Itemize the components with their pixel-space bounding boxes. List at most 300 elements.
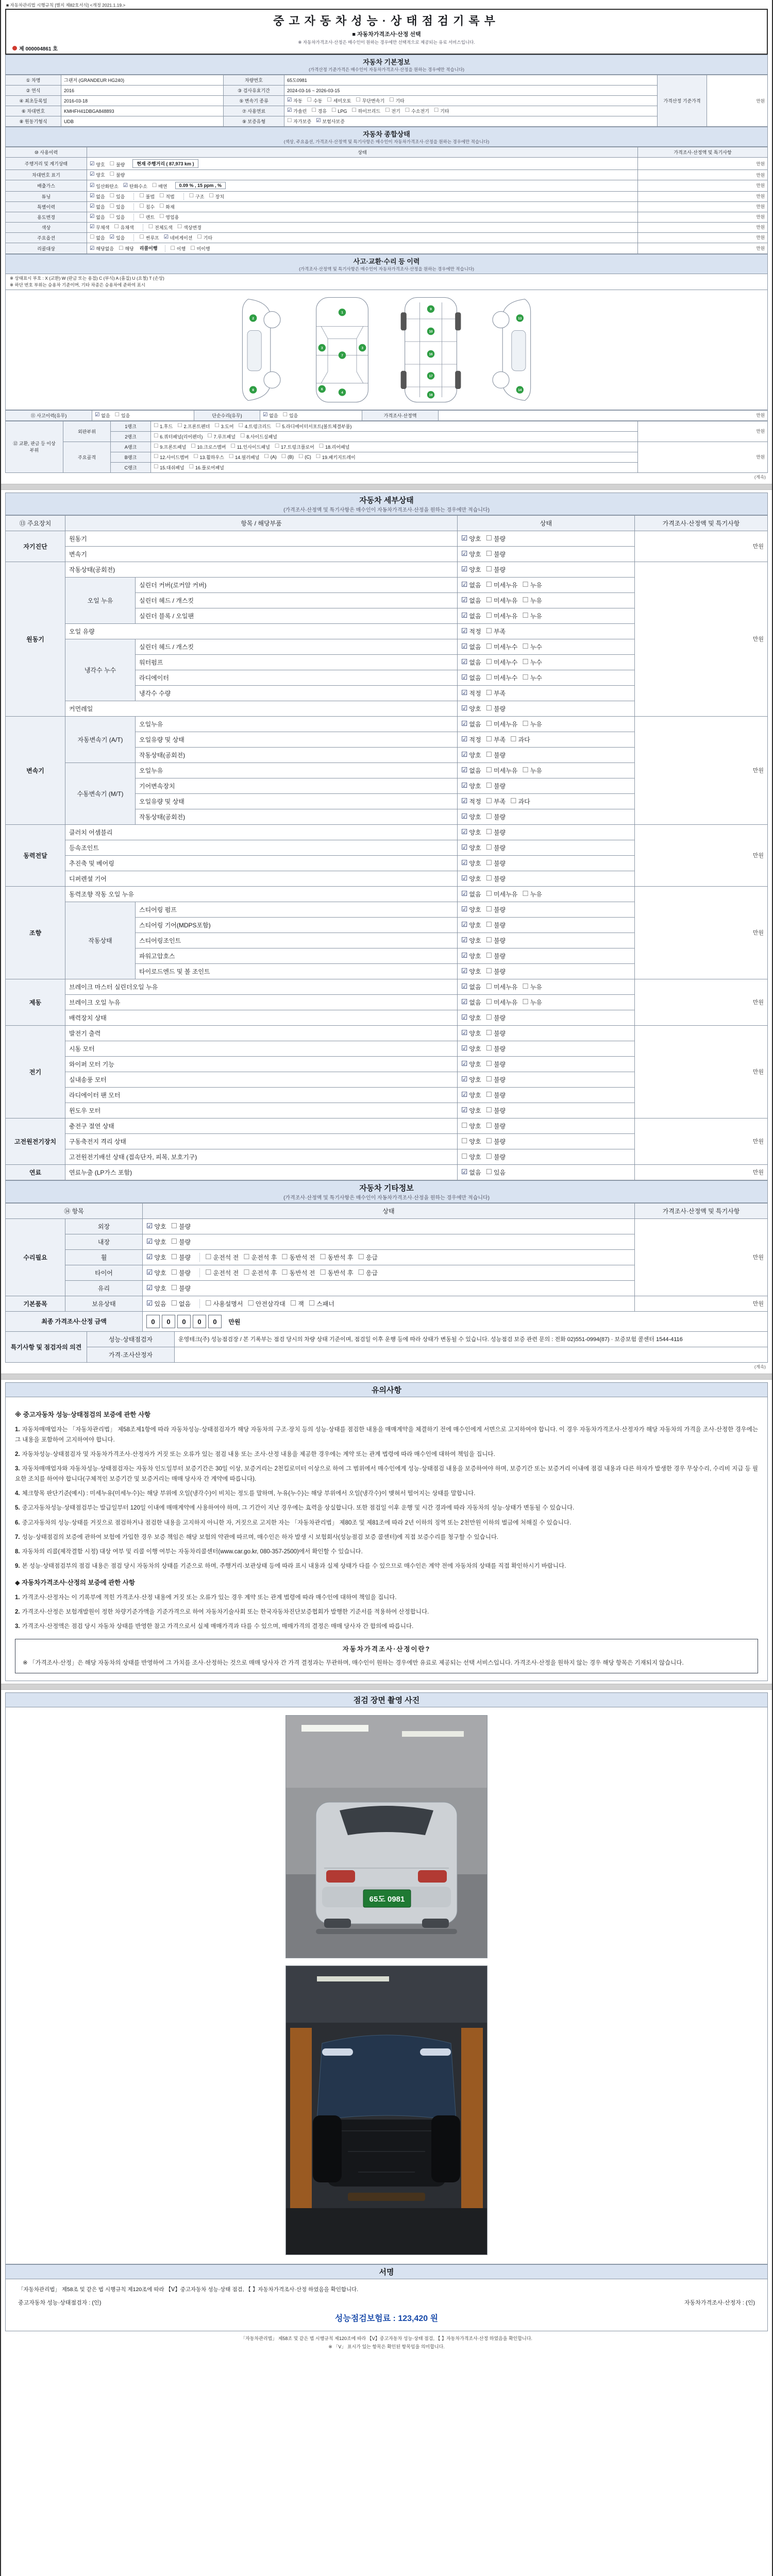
overall-row: 용도변경 ☑ 없음 ☐ 있음 ☐ 렌트 ☐ 영업용 만원 bbox=[6, 212, 768, 222]
exchange-part-row: ⑫ 교환, 판금 등 이상 부위 외판부위 1랭크 ☐ 1.후드 ☐ 2.프론트펜더 ☐ 3.도어 ☐ 4.트렁크리드 ☐ 5.라디에이터서포트(볼트체결부품) 만원 bbox=[6, 421, 768, 431]
checkbox-option[interactable]: ☐ 2.프론트펜더 bbox=[177, 423, 210, 429]
section-title: 자동차 기본정보 bbox=[363, 58, 410, 66]
checkbox-option[interactable]: ☐ 불량 bbox=[171, 1238, 191, 1246]
checkbox-option[interactable]: ☐ 영업용 bbox=[159, 214, 179, 220]
checkbox-option[interactable]: ☐ 미세누유 bbox=[485, 890, 518, 898]
checkbox-option[interactable]: ☑ 없음 bbox=[461, 658, 481, 666]
etc-row: 타이어 ☑ 양호 ☐ 불량 ☐ 운전석 전 ☐ 운전석 후 ☐ 동반석 전 ☐ 동반석 후 ☐ 응급 bbox=[6, 1265, 768, 1280]
opinion-row: 특기사항 및 점검자의 의견 성능·상태점검자 운영테크(주) 성능점검장 / 본 기록부는 점검 당시의 차량 상태 기준이며, 점검일 이후 운행 등에 따라 상태가 변동될 수 있습니다. 성능점검 보증 관련 문의 : 전화 02)551-0994(87) · 보증보험 콜센터 1544-4116 bbox=[6, 1331, 768, 1347]
checkbox-option[interactable]: ☐ 누유 bbox=[522, 982, 542, 991]
overall-condition-table bbox=[5, 147, 768, 254]
checkbox-option[interactable]: ☐ 동반석 전 bbox=[281, 1268, 315, 1277]
svg-text:8: 8 bbox=[252, 388, 254, 392]
checkbox-option[interactable]: ☑ 적정 bbox=[461, 735, 481, 743]
checkbox-option[interactable]: ☐ 수동 bbox=[307, 97, 323, 104]
checkbox-option[interactable]: ☐ 11.인사이드패널 bbox=[230, 444, 270, 450]
checkbox-option[interactable]: ☐ 기타 bbox=[197, 234, 213, 241]
checkbox-option[interactable]: ☐ 불량 bbox=[485, 812, 506, 821]
checkbox-option[interactable]: ☐ (B) bbox=[281, 454, 294, 460]
section-title: 자동차 세부상태 bbox=[359, 496, 414, 505]
checkbox-option[interactable]: ☑ 양호 bbox=[461, 704, 481, 713]
checkbox-option[interactable]: ☐ 응급 bbox=[358, 1253, 378, 1261]
checkbox-option[interactable]: ☐ 미세누수 bbox=[485, 658, 518, 666]
checkbox-option[interactable]: ☐ 없음 bbox=[171, 1299, 191, 1308]
state-extra-value: 0.09 % , 15 ppm , % bbox=[175, 182, 226, 189]
checkbox-option[interactable]: ☐ (A) bbox=[264, 454, 277, 460]
checkbox-option[interactable]: ☑ 자동 bbox=[287, 97, 303, 104]
checkbox-option[interactable]: ☐ 불량 bbox=[485, 921, 506, 929]
checkbox-option[interactable]: ☑ 없음 bbox=[461, 1168, 481, 1176]
checkbox-option[interactable]: ☑ 양호 bbox=[461, 1029, 481, 1037]
checkbox-option[interactable]: ☑ 양호 bbox=[90, 161, 105, 167]
detail-row: 연료 연료누출 (LP가스 포함) ☑ 없음 ☐ 있음 만원 bbox=[6, 1164, 768, 1180]
checkbox-option[interactable]: ☑ 양호 bbox=[461, 550, 481, 558]
checkbox-option[interactable]: ☐ 잭 bbox=[290, 1299, 304, 1308]
detail-row: 오일유량 및 상태 ☑ 적정 ☐ 부족 ☐ 과다 bbox=[6, 732, 768, 747]
checkbox-option[interactable]: ☐ 미이행 bbox=[190, 245, 210, 252]
col-header-price: 가격조사·산정액 및 특기사항 bbox=[635, 1203, 768, 1218]
checkbox-option[interactable]: ☑ 있음 bbox=[146, 1299, 166, 1308]
checkbox-option[interactable]: ☐ 불량 bbox=[171, 1284, 191, 1292]
checkbox-option[interactable]: ☑ 양호 bbox=[146, 1222, 166, 1230]
checkbox-option[interactable]: ☐ (C) bbox=[298, 454, 311, 460]
checkbox-option[interactable]: ☑ 양호 bbox=[461, 859, 481, 867]
detail-row: 자기진단 원동기 ☑ 양호 ☐ 불량 만원 bbox=[6, 531, 768, 546]
checkbox-option[interactable]: ☑ 적정 bbox=[461, 627, 481, 635]
checkbox-option[interactable]: ☑ 적정 bbox=[461, 689, 481, 697]
etc-row: 휠 ☑ 양호 ☐ 불량 ☐ 운전석 전 ☐ 운전석 후 ☐ 동반석 전 ☐ 동반석 후 ☐ 응급 bbox=[6, 1249, 768, 1265]
detail-row: 실내송풍 모터 ☑ 양호 ☐ 불량 bbox=[6, 1072, 768, 1087]
checkbox-option[interactable]: ☐ 미세누유 bbox=[485, 998, 518, 1006]
checkbox-option[interactable]: ☐ 불량 bbox=[485, 565, 506, 573]
checkbox-option[interactable]: ☐ 누수 bbox=[522, 658, 542, 666]
checkbox-option[interactable]: ☑ 양호 bbox=[461, 936, 481, 944]
checkbox-option[interactable]: ☐ 경유 bbox=[311, 108, 327, 114]
col-header-price: 가격조사·산정액 및 특기사항 bbox=[635, 515, 768, 531]
overall-row: 배출가스 ☑ 일산화탄소 ☑ 탄화수소 ☐ 매연 0.09 % , 15 ppm , % 만원 bbox=[6, 180, 768, 192]
detail-row: 작동상태 스티어링 펌프 ☑ 양호 ☐ 불량 bbox=[6, 902, 768, 917]
price-digit: 0 bbox=[177, 1315, 191, 1328]
checkbox-option[interactable]: ☐ 누유 bbox=[522, 720, 542, 728]
info-box-text: ※ 「가격조사·산정」은 해당 자동차의 상태를 반영하여 그 가치를 조사·산정하는 것으로 매매 당사자 간 가격 결정과는 무관하며, 매수인이 원하는 경우에만 유료로 제공되는 선택 서비스입니다. 가격조사·산정을 원하지 않는 경우 해당 항목은 기재되지 않습니다. bbox=[23, 1660, 684, 1667]
checkbox-option[interactable]: ☐ 8.사이드실패널 bbox=[240, 433, 277, 439]
checkbox-option[interactable]: ☐ 12.사이드멤버 bbox=[154, 454, 189, 460]
checkbox-option[interactable]: ☐ 누수 bbox=[522, 673, 542, 682]
checkbox-option[interactable]: ☑ 보험사보증 bbox=[316, 118, 345, 124]
checkbox-option[interactable]: ☐ 7.루프패널 bbox=[207, 433, 236, 439]
section-inspection-photos bbox=[5, 1692, 768, 2264]
checkbox-option[interactable]: ☐ 이행 bbox=[170, 245, 186, 252]
section-note: (색상, 주요옵션, 가격조사·산정액 및 특기사항은 매수인이 자동차가격조사·산정을 원하는 경우에만 적습니다) bbox=[283, 139, 490, 144]
checkbox-option[interactable]: ☐ 19.패키지트레이 bbox=[315, 454, 356, 460]
checkbox-option[interactable]: ☐ 불량 bbox=[485, 967, 506, 975]
checkbox-option[interactable]: ☑ 없음 bbox=[461, 642, 481, 651]
checkbox-option[interactable]: ☑ 네비게이션 bbox=[163, 234, 193, 241]
checkbox-option[interactable]: ☐ 불량 bbox=[171, 1253, 191, 1261]
info-box-title: 자동차가격조사·산정이란? bbox=[342, 1646, 431, 1653]
checkbox-option[interactable]: ☐ 기타 bbox=[389, 97, 405, 104]
checkbox-option[interactable]: ☐ 미세누유 bbox=[485, 766, 518, 774]
checkbox-option[interactable]: ☐ 불량 bbox=[485, 905, 506, 913]
checkbox-option[interactable]: ☐ 과다 bbox=[510, 735, 530, 743]
checkbox-option[interactable]: ☑ 양호 bbox=[461, 782, 481, 790]
checkbox-option[interactable]: ☐ 불량 bbox=[485, 874, 506, 883]
checkbox-option[interactable]: ☐ 불량 bbox=[485, 843, 506, 852]
checkbox-option[interactable]: ☐ 운전석 후 bbox=[243, 1253, 277, 1261]
checkbox-option[interactable]: ☐ 미세누유 bbox=[485, 581, 518, 589]
checkbox-option[interactable]: ☐ 운전석 전 bbox=[205, 1268, 239, 1277]
svg-text:1: 1 bbox=[341, 311, 343, 315]
checkbox-option[interactable]: ☐ 기타 bbox=[433, 108, 449, 114]
checkbox-option[interactable]: ☑ 양호 bbox=[461, 1091, 481, 1099]
checkbox-option[interactable]: ☐ 누수 bbox=[522, 642, 542, 651]
section-title: 자동차 기타정보 bbox=[359, 1183, 414, 1193]
checkbox-option[interactable]: ☑ 없음 bbox=[461, 673, 481, 682]
checkbox-option[interactable]: ☐ 불량 bbox=[485, 534, 506, 543]
detail-row: 시동 모터 ☑ 양호 ☐ 불량 bbox=[6, 1041, 768, 1056]
checkbox-option[interactable]: ☐ 14.필러패널 bbox=[228, 454, 260, 460]
checkbox-option[interactable]: ☐ 13.휠하우스 bbox=[193, 454, 224, 460]
etc-row: 유리 ☑ 양호 ☐ 불량 bbox=[6, 1280, 768, 1296]
checkbox-option[interactable]: ☐ 불량 bbox=[109, 161, 125, 167]
document-header bbox=[5, 9, 768, 55]
checkbox-option[interactable]: ☑ 양호 bbox=[146, 1268, 166, 1277]
checkbox-option[interactable]: ☑ 양호 bbox=[461, 921, 481, 929]
checkbox-option[interactable]: ☑ 없음 bbox=[461, 998, 481, 1006]
overall-header-row: ⑩ 사용이력 상태 가격조사·산정액 및 특기사항 bbox=[6, 147, 768, 158]
checkbox-option[interactable]: ☐ 부족 bbox=[485, 735, 506, 743]
final-price-label: 최종 가격조사·산정 금액 bbox=[6, 1311, 143, 1331]
detail-row: 디퍼렌셜 기어 ☑ 양호 ☐ 불량 bbox=[6, 871, 768, 886]
col-header-item: 항목 / 해당부품 bbox=[65, 515, 458, 531]
checkbox-option[interactable]: ☐ 전기 bbox=[385, 108, 400, 114]
checkbox-option[interactable]: ☐ 부족 bbox=[485, 797, 506, 805]
car-diagram-left-side bbox=[235, 294, 284, 405]
checkbox-option[interactable]: ☐ 운전석 전 bbox=[205, 1253, 239, 1261]
checkbox-option[interactable]: ☐ 동반석 후 bbox=[320, 1268, 354, 1277]
red-stamp-icon bbox=[12, 46, 17, 50]
checkbox-option[interactable]: ☐ 불량 bbox=[485, 1091, 506, 1099]
notice-body bbox=[5, 1397, 768, 1682]
header-note: ※ 자동차가격조사·산정은 매수인이 원하는 경우에만 선택적으로 제공되는 유료 서비스입니다. bbox=[298, 40, 475, 45]
checkbox-option[interactable]: ☐ 있음 bbox=[114, 412, 130, 418]
checkbox-option[interactable]: ☐ 1.후드 bbox=[154, 423, 173, 429]
checkbox-option[interactable]: ☐ 적법 bbox=[159, 193, 175, 199]
etc-info-table bbox=[5, 1203, 768, 1312]
checkbox-option[interactable]: ☐ 누유 bbox=[522, 890, 542, 898]
checkbox-option[interactable]: ☐ 5.라디에이터서포트(볼트체결부품) bbox=[275, 423, 352, 429]
checkbox-option[interactable]: ☐ 누유 bbox=[522, 581, 542, 589]
exchange-part-row: B랭크 ☐ 12.사이드멤버 ☐ 13.휠하우스 ☐ 14.필러패널 ☐ (A) ☐ (B) ☐ (C) ☐ 19.패키지트레이 bbox=[6, 452, 768, 462]
page-break-gap bbox=[1, 484, 772, 490]
checkbox-option[interactable]: ☐ 동반석 후 bbox=[320, 1253, 354, 1261]
checkbox-option[interactable]: ☐ 6.쿼터패널(리어펜더) bbox=[154, 433, 203, 439]
detail-row: 스티어링조인트 ☑ 양호 ☐ 불량 bbox=[6, 933, 768, 948]
notice-item-list-2 bbox=[15, 1592, 758, 1632]
detail-row: 수동변속기 (M/T) 오일누유 ☑ 없음 ☐ 미세누유 ☐ 누유 bbox=[6, 762, 768, 778]
detail-row: 냉각수 누수 실린더 헤드 / 개스킷 ☑ 없음 ☐ 미세누수 ☐ 누수 bbox=[6, 639, 768, 654]
section-title: 자동차 종합상태 bbox=[363, 130, 410, 138]
checkbox-option[interactable]: ☐ 미세누유 bbox=[485, 720, 518, 728]
svg-text:17: 17 bbox=[429, 374, 433, 378]
checkbox-option[interactable]: ☑ 양호 bbox=[146, 1238, 166, 1246]
final-price-unit: 만원 bbox=[228, 1318, 241, 1326]
document-number: 제 000004861 호 bbox=[12, 44, 58, 52]
checkbox-option[interactable]: ☐ 불량 bbox=[485, 952, 506, 960]
section-overall-condition bbox=[5, 127, 768, 254]
checkbox-option[interactable]: ☑ 양호 bbox=[461, 1013, 481, 1022]
checkbox-option[interactable]: ☑ 일산화탄소 bbox=[90, 183, 119, 189]
checkbox-option[interactable]: ☑ 있음 bbox=[109, 234, 125, 241]
checkbox-option[interactable]: ☐ 색상변경 bbox=[177, 224, 201, 230]
checkbox-option[interactable]: ☐ 불량 bbox=[485, 936, 506, 944]
checkbox-option[interactable]: ☑ 양호 bbox=[461, 1075, 481, 1083]
checkbox-option[interactable]: ☐ 부족 bbox=[485, 689, 506, 697]
checkbox-option[interactable]: ☑ 탄화수소 bbox=[123, 183, 147, 189]
checkbox-option[interactable]: ☐ 양호 bbox=[461, 1122, 481, 1130]
overall-row: 리콜대상 ☑ 해당없음 ☐ 해당 리콜이행 ☐ 이행 ☐ 미이행 만원 bbox=[6, 243, 768, 254]
checkbox-option[interactable]: ☐ 미세누유 bbox=[485, 596, 518, 604]
signature-line: 중고자동차 성능·상태점검자 : (인) bbox=[18, 2300, 102, 2307]
checkbox-option[interactable]: ☐ 응급 bbox=[358, 1268, 378, 1277]
detail-row: 오일 누유 실린더 커버(로커암 커버) ☑ 없음 ☐ 미세누유 ☐ 누유 bbox=[6, 577, 768, 592]
notice-item: 2. 가격조사·산정은 보험개발원이 정한 차량기준가액을 기준가격으로 하여 자동차기술사회 또는 한국자동차진단보증협회가 발행한 기준서를 적용하여 산정합니다. bbox=[15, 1609, 429, 1616]
checkbox-option[interactable]: ☑ 양호 bbox=[461, 952, 481, 960]
svg-text:16: 16 bbox=[429, 352, 433, 357]
checkbox-option[interactable]: ☐ 불량 bbox=[485, 1044, 506, 1053]
detailed-condition-table bbox=[5, 515, 768, 1180]
checkbox-option[interactable]: ☐ 17.트렁크플로어 bbox=[274, 444, 314, 450]
final-price-digits bbox=[146, 1318, 224, 1326]
checkbox-option[interactable]: ☐ 있음 bbox=[109, 214, 125, 220]
detail-row: 윈도우 모터 ☑ 양호 ☐ 불량 bbox=[6, 1103, 768, 1118]
price-basis-value: 만원 bbox=[707, 75, 768, 127]
checkbox-option[interactable]: ☑ 양호 bbox=[461, 874, 481, 883]
checkbox-option[interactable]: ☐ 있음 bbox=[109, 193, 125, 199]
checkbox-option[interactable]: ☐ 미세누수 bbox=[485, 642, 518, 651]
detail-row: 추진축 및 베어링 ☑ 양호 ☐ 불량 bbox=[6, 855, 768, 871]
signature-box bbox=[5, 2279, 768, 2331]
detail-row: 냉각수 수량 ☑ 적정 ☐ 부족 bbox=[6, 685, 768, 701]
overall-row: 튜닝 ☑ 없음 ☐ 있음 ☐ 불법 ☐ 적법 ☐ 구조 ☐ 장치 만원 bbox=[6, 191, 768, 201]
overall-row: 주요옵션 ☐ 없음 ☑ 있음 ☐ 썬루프 ☑ 네비게이션 ☐ 기타 만원 bbox=[6, 232, 768, 243]
checkbox-option[interactable]: ☐ 불량 bbox=[485, 1153, 506, 1161]
checkbox-option[interactable]: ☐ 미세누유 bbox=[485, 982, 518, 991]
checkbox-option[interactable]: ☐ 누유 bbox=[522, 998, 542, 1006]
checkbox-option[interactable]: ☑ 양호 bbox=[90, 172, 105, 178]
checkbox-option[interactable]: ☐ 양호 bbox=[461, 1137, 481, 1145]
checkbox-option[interactable]: ☐ 자가보증 bbox=[287, 118, 312, 124]
checkbox-option[interactable]: ☐ 누유 bbox=[522, 612, 542, 620]
exchange-parts-table bbox=[5, 421, 768, 473]
checkbox-option[interactable]: ☑ 양호 bbox=[461, 843, 481, 852]
car-diagram-top-view bbox=[311, 294, 373, 405]
detail-row: 파워고압호스 ☑ 양호 ☐ 불량 bbox=[6, 948, 768, 963]
price-digit: 0 bbox=[146, 1315, 160, 1328]
checkbox-option[interactable]: ☐ 썬루프 bbox=[139, 234, 159, 241]
checkbox-option[interactable]: ☐ 하이브리드 bbox=[351, 108, 381, 114]
checkbox-option[interactable]: ☑ 없음 bbox=[461, 766, 481, 774]
section-detailed-condition bbox=[5, 493, 768, 1180]
checkbox-option[interactable]: ☐ 해당 bbox=[119, 245, 134, 252]
checkbox-option[interactable]: ☐ 불량 bbox=[485, 1060, 506, 1068]
checkbox-option[interactable]: ☐ 불량 bbox=[485, 704, 506, 713]
checkbox-option[interactable]: ☐ 불량 bbox=[485, 782, 506, 790]
checkbox-option[interactable]: ☑ 없음 bbox=[90, 193, 105, 199]
car-damage-diagrams bbox=[5, 290, 768, 410]
checkbox-option[interactable]: ☐ 누유 bbox=[522, 766, 542, 774]
detail-row: 실린더 블록 / 오일팬 ☑ 없음 ☐ 미세누유 ☐ 누유 bbox=[6, 608, 768, 623]
checkbox-option[interactable]: ☐ 불량 bbox=[485, 1106, 506, 1114]
checkbox-option[interactable]: ☑ 없음 bbox=[90, 214, 105, 220]
checkbox-option[interactable]: ☐ 동반석 전 bbox=[281, 1253, 315, 1261]
checkbox-option[interactable]: ☑ 없음 bbox=[461, 720, 481, 728]
checkbox-option[interactable]: ☐ 매연 bbox=[152, 183, 167, 189]
col-header-state: 상태 bbox=[458, 515, 635, 531]
checkbox-option[interactable]: ☐ 있음 bbox=[109, 204, 125, 210]
checkbox-option[interactable]: ☐ 불량 bbox=[485, 828, 506, 836]
checkbox-option[interactable]: ☐ 불량 bbox=[485, 859, 506, 867]
checkbox-option[interactable]: ☑ 양호 bbox=[146, 1284, 166, 1292]
checkbox-option[interactable]: ☐ 전체도색 bbox=[148, 224, 173, 230]
checkbox-option[interactable]: ☑ 가솔린 bbox=[287, 108, 307, 114]
checkbox-option[interactable]: ☐ 불량 bbox=[485, 1137, 506, 1145]
checkbox-option[interactable]: ☐ 무단변속기 bbox=[356, 97, 385, 104]
checkbox-option[interactable]: ☐ 화재 bbox=[159, 204, 175, 210]
checkbox-option[interactable]: ☑ 양호 bbox=[461, 828, 481, 836]
state-extra-value: 현재 주행거리 ( 87,973 km ) bbox=[132, 159, 198, 168]
checkbox-option[interactable]: ☐ 과다 bbox=[510, 797, 530, 805]
checkbox-option[interactable]: ☑ 양호 bbox=[461, 905, 481, 913]
checkbox-option[interactable]: ☐ 3.도어 bbox=[214, 423, 234, 429]
checkbox-option[interactable]: ☐ 4.트렁크리드 bbox=[238, 423, 271, 429]
page-title: 중고자동차성능·상태점검기록부 bbox=[273, 14, 500, 27]
checkbox-option[interactable]: ☐ 16.플로어패널 bbox=[189, 464, 224, 470]
checkbox-option[interactable]: ☑ 양호 bbox=[146, 1253, 166, 1261]
checkbox-option[interactable]: ☑ 없음 bbox=[461, 581, 481, 589]
checkbox-option[interactable]: ☑ 없음 bbox=[461, 612, 481, 620]
checkbox-option[interactable]: ☐ 불법 bbox=[139, 193, 155, 199]
detail-row: 라디에이터 팬 모터 ☑ 양호 ☐ 불량 bbox=[6, 1087, 768, 1103]
checkbox-option[interactable]: ☑ 양호 bbox=[461, 1044, 481, 1053]
checkbox-option[interactable]: ☑ 없음 bbox=[461, 596, 481, 604]
section-note: (가격조사·산정액 및 특기사항은 매수인이 자동차가격조사·산정을 원하는 경우에만 적습니다) bbox=[283, 1195, 490, 1201]
checkbox-option[interactable]: ☑ 양호 bbox=[461, 534, 481, 543]
checkbox-option[interactable]: ☐ 불량 bbox=[109, 172, 125, 178]
overall-row: 차대번호 표기 ☑ 양호 ☐ 불량 만원 bbox=[6, 170, 768, 180]
basic-info-row: ② 연식 2016 ③ 검사유효기간 2024-03-16 ~ 2026-03-15 bbox=[6, 86, 768, 96]
col-header-device: ⑬ 주요장치 bbox=[6, 515, 65, 531]
checkbox-option[interactable]: ☑ 없음 bbox=[263, 412, 278, 418]
checkbox-option[interactable]: ☐ 없음 bbox=[90, 234, 105, 241]
checkbox-option[interactable]: ☐ 있음 bbox=[282, 412, 298, 418]
checkbox-option[interactable]: ☐ 미세누수 bbox=[485, 673, 518, 682]
checkbox-option[interactable]: ☐ 불량 bbox=[171, 1222, 191, 1230]
checkbox-option[interactable]: ☐ 세미오토 bbox=[327, 97, 351, 104]
checkbox-option[interactable]: ☐ 부족 bbox=[485, 627, 506, 635]
checkbox-option[interactable]: ☑ 없음 bbox=[461, 890, 481, 898]
price-appraisal-info-box bbox=[15, 1639, 758, 1673]
photo-container bbox=[5, 1707, 768, 2264]
checkbox-option[interactable]: ☐ 사용설명서 bbox=[205, 1299, 243, 1308]
checkbox-option[interactable]: ☐ 양호 bbox=[461, 1153, 481, 1161]
checkbox-option[interactable]: ☐ 불량 bbox=[485, 550, 506, 558]
svg-text:3: 3 bbox=[321, 346, 323, 350]
checkbox-option[interactable]: ☐ 불량 bbox=[485, 1122, 506, 1130]
checkbox-option[interactable]: ☑ 없음 bbox=[95, 412, 110, 418]
etc-title-band bbox=[5, 1180, 768, 1203]
checkbox-option[interactable]: ☑ 없음 bbox=[461, 982, 481, 991]
detail-row: 오일유량 및 상태 ☑ 적정 ☐ 부족 ☐ 과다 bbox=[6, 793, 768, 809]
checkbox-option[interactable]: ☐ 불량 bbox=[485, 1075, 506, 1083]
checkbox-option[interactable]: ☐ 안전삼각대 bbox=[247, 1299, 285, 1308]
checkbox-option[interactable]: ☐ 수소전기 bbox=[405, 108, 429, 114]
section-signature bbox=[5, 2264, 768, 2331]
checkbox-option[interactable]: ☑ 적정 bbox=[461, 797, 481, 805]
notice-title-band bbox=[5, 1382, 768, 1397]
checkbox-option[interactable]: ☐ 스패너 bbox=[308, 1299, 334, 1308]
checkbox-option[interactable]: ☑ 양호 bbox=[461, 751, 481, 759]
checkbox-option[interactable]: ☐ 18.리어패널 bbox=[318, 444, 350, 450]
checkbox-option[interactable]: ☐ LPG bbox=[331, 108, 347, 114]
notice-item: 3. 가격조사·산정액은 점검 당시 자동차 상태를 반영한 참고 가격으로서 실제 매매가격과 다를 수 있으며, 매매가격의 결정은 매매 당사자 간 합의에 따릅니다. bbox=[15, 1623, 414, 1630]
checkbox-option[interactable]: ☑ 양호 bbox=[461, 1106, 481, 1114]
basic-info-table bbox=[5, 75, 768, 127]
checkbox-option[interactable]: ☐ 침수 bbox=[139, 204, 155, 210]
notice-item: 3. 자동차매매업자와 자동차성능·상태점검자는 자동차 인도일부터 보증기간은 30일 이상, 보증거리는 2천킬로미터 이상으로 하여 그 범위에서 매수인에게 성능·상태점검 내용을 보증하여야 하며, 보증기간 또는 보증거리 이내에 점검 내용과 다른 하자가 발생한 경우 무상수리, 수리비 지급 등 필요한 조치를 하여야 합니다(구체적인 보증기간 및 보증거리는 매매 당사자 간 계약에 따릅니다). bbox=[15, 1466, 758, 1483]
checkbox-option[interactable]: ☑ 무채색 bbox=[90, 224, 110, 230]
price-digit: 0 bbox=[162, 1315, 175, 1328]
checkbox-option[interactable]: ☐ 운전석 후 bbox=[243, 1268, 277, 1277]
checkbox-option[interactable]: ☐ 10.크로스멤버 bbox=[191, 444, 226, 450]
detail-row: 브레이크 오일 누유 ☑ 없음 ☐ 미세누유 ☐ 누유 bbox=[6, 994, 768, 1010]
notice-item: 8. 자동차의 리콜(제작결함 시정) 대상 여부 및 리콜 이행 여부는 자동차리콜센터(www.car.go.kr, 080-357-2500)에서 확인할 수 있습니다. bbox=[15, 1548, 363, 1555]
price-basis-label: 가격산정 기준가격 bbox=[658, 75, 707, 127]
checkbox-option[interactable]: ☑ 양호 bbox=[461, 565, 481, 573]
checkbox-option[interactable]: ☐ 불량 bbox=[485, 1029, 506, 1037]
checkbox-option[interactable]: ☑ 해당없음 bbox=[90, 245, 114, 252]
basic-info-title-band bbox=[5, 55, 768, 75]
svg-text:7: 7 bbox=[341, 353, 343, 358]
checkbox-option[interactable]: ☐ 렌트 bbox=[139, 214, 155, 220]
document-footer: 「자동차관리법」 제58조 및 같은 법 시행규칙 제120조에 따라 【Ⅴ】중고자동차 성능·상태 점검, 【 】자동차가격조사·산정 하였음을 확인합니다. ※ 「Ⅴ」 표시가 있는 항목은 확인된 항목임을 의미합니다. bbox=[241, 2336, 532, 2349]
checkbox-option[interactable]: ☐ 구조 bbox=[189, 193, 205, 199]
svg-text:3: 3 bbox=[361, 346, 363, 350]
section-accident-history bbox=[5, 254, 768, 481]
checkbox-option[interactable]: ☐ 불량 bbox=[485, 1013, 506, 1022]
checkbox-option[interactable]: ☐ 불량 bbox=[171, 1268, 191, 1277]
checkbox-option[interactable]: ☑ 양호 bbox=[461, 1060, 481, 1068]
checkbox-option[interactable]: ☐ 미세누유 bbox=[485, 612, 518, 620]
detail-row: 원동기 작동상태(공회전) ☑ 양호 ☐ 불량 만원 bbox=[6, 562, 768, 577]
accident-history-row: ⑪ 사고이력(유무) ☑ 없음 ☐ 있음 단순수리(유무) ☑ 없음 ☐ 있음 가격조사·산정액 만원 bbox=[6, 410, 768, 420]
checkbox-option[interactable]: ☐ 장치 bbox=[209, 193, 225, 199]
checkbox-option[interactable]: ☐ 누유 bbox=[522, 596, 542, 604]
section-note: (가격산정 기준가격은 매수인이 자동차가격조사·산정을 원하는 경우에만 적습니다) bbox=[309, 67, 464, 72]
checkbox-option[interactable]: ☑ 양호 bbox=[461, 812, 481, 821]
exchange-part-row: C랭크 ☐ 15.대쉬패널 ☐ 16.플로어패널 bbox=[6, 462, 768, 472]
checkbox-option[interactable]: ☑ 없음 bbox=[90, 204, 105, 210]
checkbox-option[interactable]: ☐ 있음 bbox=[485, 1168, 506, 1176]
notice-item: 4. 체크항목 판단기준(예시) : 미세누유(미세누수)는 해당 부위에 오일(냉각수)이 비치는 정도를 말하며, 누유(누수)는 해당 부위에서 오일(냉각수)이 맺혀서 떨어지는 상태를 말합니다. bbox=[15, 1490, 476, 1497]
page-break-gap bbox=[1, 1374, 772, 1380]
checkbox-option[interactable]: ☑ 양호 bbox=[461, 967, 481, 975]
checkbox-option[interactable]: ☐ 유채색 bbox=[114, 224, 134, 230]
checkbox-option[interactable]: ☐ 9.프론트패널 bbox=[154, 444, 187, 450]
checkbox-option[interactable]: ☐ 15.대쉬패널 bbox=[154, 464, 184, 470]
checkbox-option[interactable]: ☐ 불량 bbox=[485, 751, 506, 759]
section-title: 점검 장면 촬영 사진 bbox=[353, 1696, 420, 1705]
